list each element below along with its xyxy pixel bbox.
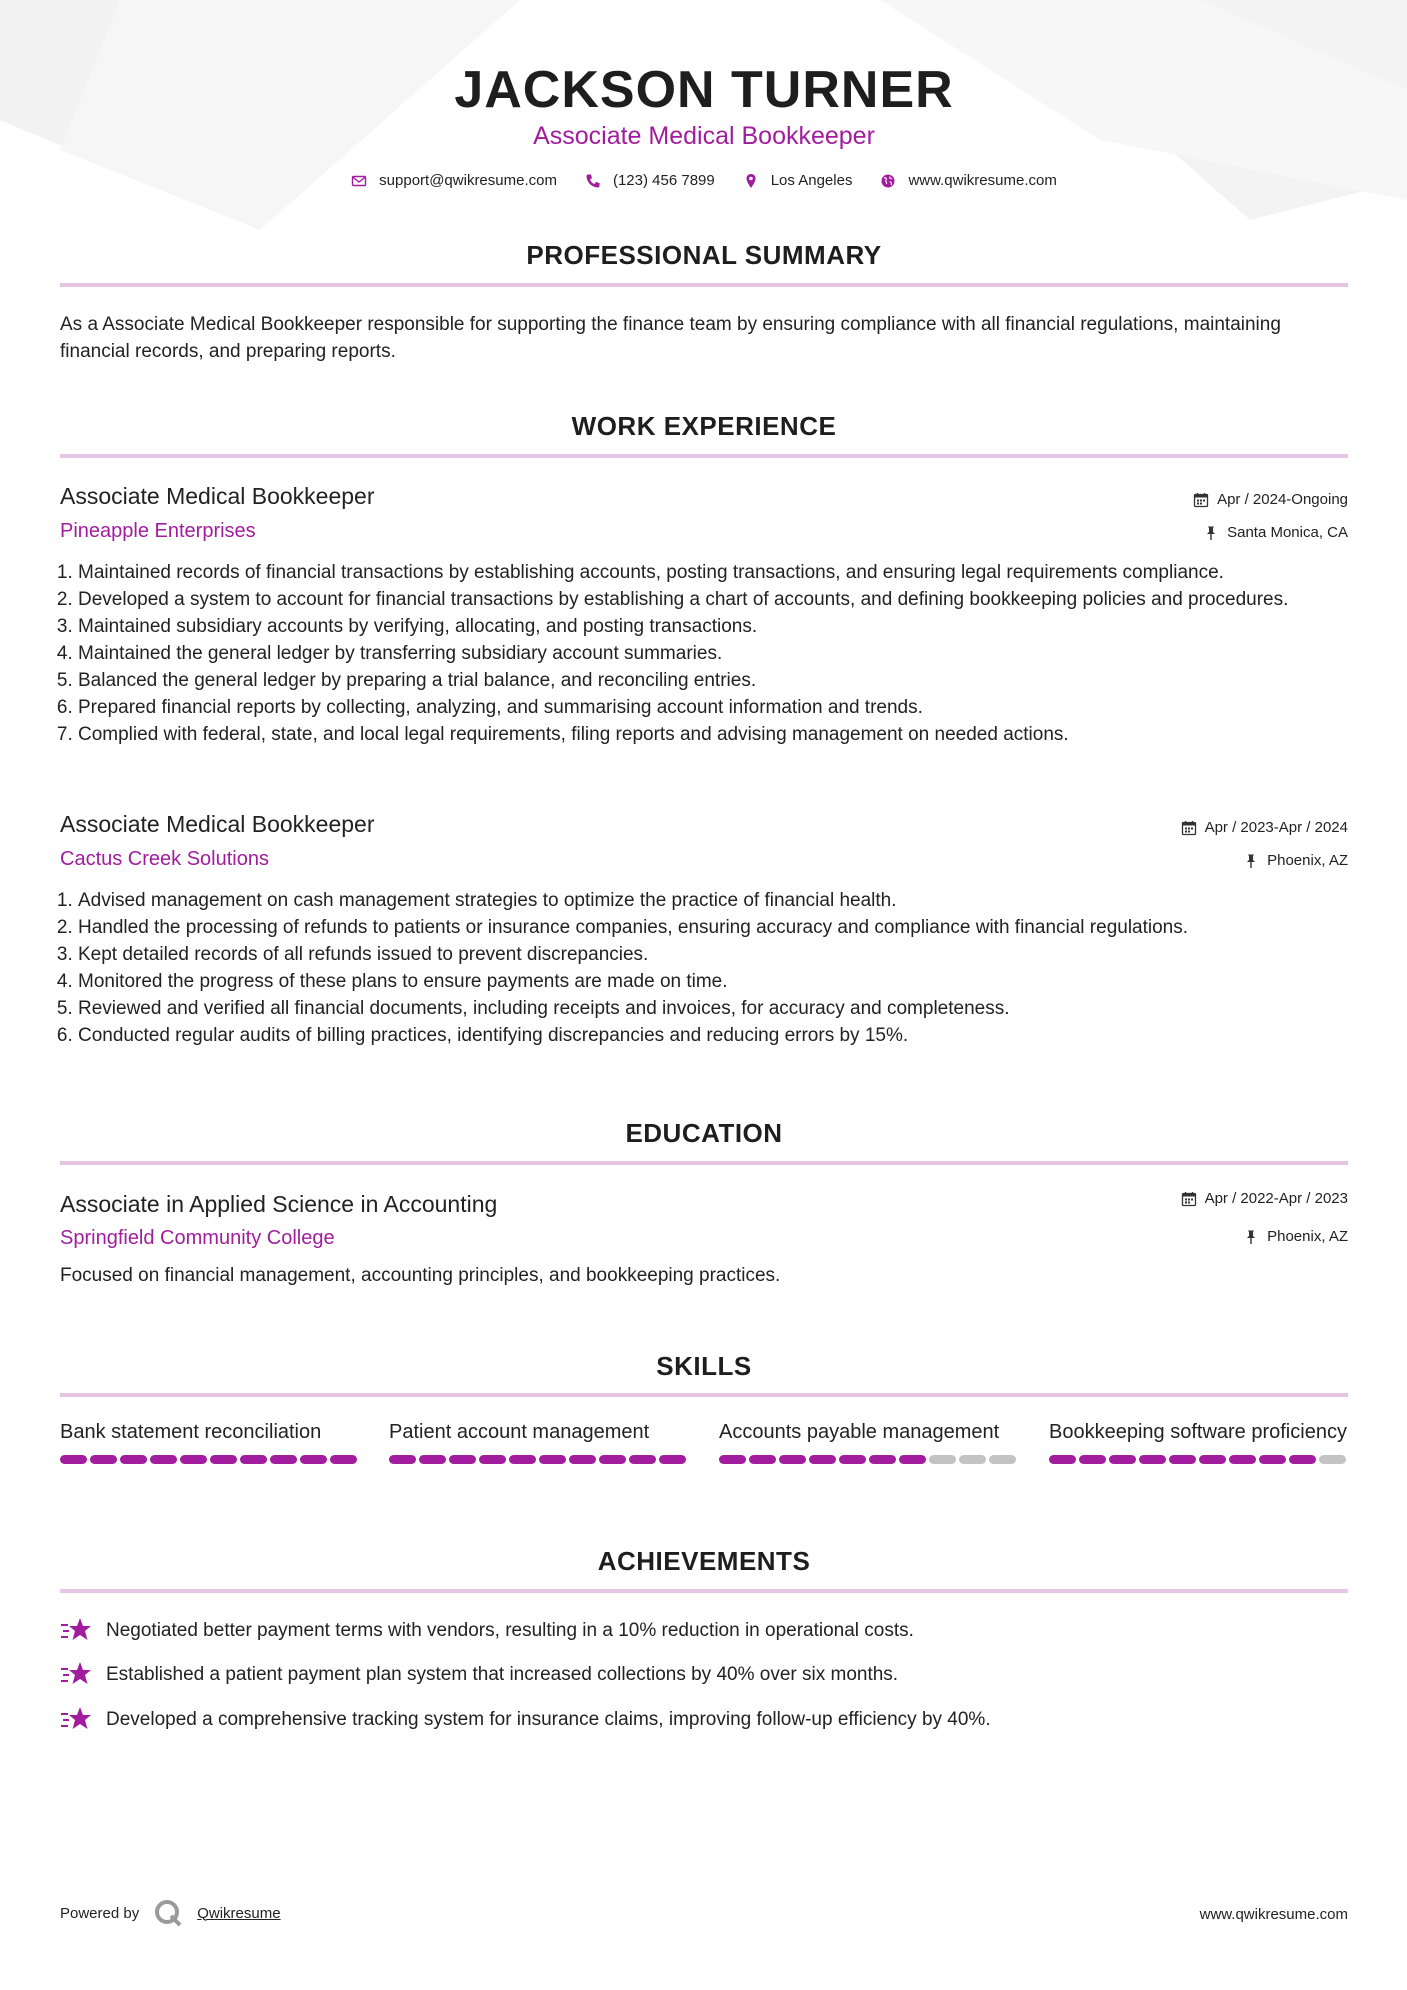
skill-level-dash	[120, 1455, 147, 1464]
education-degree: Associate in Applied Science in Accounting	[60, 1191, 498, 1217]
contact-location	[743, 172, 853, 189]
contact-email[interactable]	[351, 172, 557, 189]
skill-level-dash	[629, 1455, 656, 1464]
skill-level-dash	[749, 1455, 776, 1464]
envelope-icon	[351, 173, 367, 189]
skill-level-dash	[659, 1455, 686, 1464]
skill-level-dash	[1139, 1455, 1166, 1464]
job-1-dates-text: Apr / 2024-Ongoing	[1217, 491, 1348, 508]
skill-level-dash	[240, 1455, 267, 1464]
star-icon	[60, 1660, 92, 1688]
job-2-dates	[1181, 818, 1348, 838]
skill-level-meter	[60, 1455, 360, 1464]
summary-text: As a Associate Medical Bookkeeper responsible for supporting the finance team by ensuring compliance with all financial regulations, maintaining financial records, and preparing reports.	[60, 314, 1281, 362]
skill-level-meter	[389, 1455, 689, 1464]
education-dates-text: Apr / 2022-Apr / 2023	[1204, 1190, 1348, 1207]
job-1-duty: 7. Complied with federal, state, and local legal requirements, filing reports and advising management on needed actions.	[78, 721, 1348, 748]
achievement-item	[60, 1660, 898, 1688]
skill-level-dash	[989, 1455, 1016, 1464]
star-icon	[60, 1616, 92, 1644]
education-divider	[60, 1161, 1348, 1165]
job-2-company: Cactus Creek Solutions	[60, 848, 269, 870]
summary-heading: PROFESSIONAL SUMMARY	[526, 240, 882, 270]
skills-heading: SKILLS	[656, 1351, 752, 1381]
skill-level-dash	[300, 1455, 327, 1464]
job-2-location-text: Phoenix, AZ	[1267, 852, 1348, 869]
summary-divider	[60, 283, 1348, 287]
pushpin-icon	[1203, 525, 1219, 541]
skill-level-dash	[1319, 1455, 1346, 1464]
skill-level-dash	[1169, 1455, 1196, 1464]
skill-level-dash	[959, 1455, 986, 1464]
skill-level-dash	[539, 1455, 566, 1464]
footer-powered-by	[60, 1898, 281, 1928]
achievement-text: Negotiated better payment terms with vendors, resulting in a 10% reduction in operational costs.	[106, 1619, 914, 1641]
contact-bar	[60, 172, 1348, 189]
job-2-duty: 6. Conducted regular audits of billing practices, identifying discrepancies and reducing errors by 15%.	[78, 1022, 1348, 1049]
skill-level-dash	[929, 1455, 956, 1464]
achievements-divider	[60, 1589, 1348, 1593]
skill-level-dash	[869, 1455, 896, 1464]
job-2-duty: 3. Kept detailed records of all refunds issued to prevent discrepancies.	[78, 941, 1348, 968]
skill-level-dash	[1109, 1455, 1136, 1464]
job-1-title: Associate Medical Bookkeeper	[60, 483, 375, 509]
skill-level-dash	[1079, 1455, 1106, 1464]
skill-level-dash	[839, 1455, 866, 1464]
skill-level-dash	[1259, 1455, 1286, 1464]
job-2-duty: 5. Reviewed and verified all financial documents, including receipts and invoices, for accuracy and completeness.	[78, 995, 1348, 1022]
skill-level-dash	[150, 1455, 177, 1464]
skill-level-dash	[60, 1455, 87, 1464]
education-location-text: Phoenix, AZ	[1267, 1228, 1348, 1245]
candidate-name: JACKSON TURNER	[454, 61, 954, 119]
job-1-duty: 4. Maintained the general ledger by transferring subsidiary account summaries.	[78, 640, 1348, 667]
job-1-location-text: Santa Monica, CA	[1227, 524, 1348, 541]
job-2-duty: 1. Advised management on cash management strategies to optimize the practice of financial health.	[78, 887, 1348, 914]
achievement-item	[60, 1616, 914, 1644]
job-1-duty: 5. Balanced the general ledger by preparing a trial balance, and reconciling entries.	[78, 667, 1348, 694]
skill-level-meter	[719, 1455, 1019, 1464]
footer-website[interactable]: www.qwikresume.com	[1199, 1906, 1348, 1923]
contact-website-text: www.qwikresume.com	[908, 172, 1057, 189]
calendar-icon	[1193, 492, 1209, 508]
contact-phone[interactable]	[585, 172, 715, 189]
job-1-duty: 6. Prepared financial reports by collecting, analyzing, and summarising account information and trends.	[78, 694, 1348, 721]
pushpin-icon	[1243, 1229, 1259, 1245]
job-2-location	[1243, 851, 1348, 871]
pushpin-icon	[1243, 853, 1259, 869]
skill-level-dash	[779, 1455, 806, 1464]
job-1-company: Pineapple Enterprises	[60, 520, 256, 542]
phone-icon	[585, 173, 601, 189]
job-1-dates	[1193, 490, 1348, 510]
powered-by-label: Powered by	[60, 1904, 140, 1922]
qwikresume-logo-icon	[153, 1898, 183, 1928]
skill-level-dash	[509, 1455, 536, 1464]
education-dates	[1181, 1189, 1348, 1209]
contact-location-text: Los Angeles	[770, 172, 853, 189]
skill-level-meter	[1049, 1455, 1349, 1464]
calendar-icon	[1181, 820, 1197, 836]
skill-level-dash	[1199, 1455, 1226, 1464]
skill-level-dash	[449, 1455, 476, 1464]
achievement-item	[60, 1705, 991, 1733]
job-2-dates-text: Apr / 2023-Apr / 2024	[1204, 819, 1348, 836]
education-location	[1243, 1227, 1348, 1247]
skill-level-dash	[180, 1455, 207, 1464]
education-heading: EDUCATION	[625, 1118, 783, 1148]
skill-level-dash	[210, 1455, 237, 1464]
job-1-duty: 2. Developed a system to account for financial transactions by establishing a chart of accounts, and defining bookkeeping policies and procedures.	[78, 586, 1348, 613]
education-school: Springfield Community College	[60, 1227, 335, 1249]
calendar-icon	[1181, 1191, 1197, 1207]
star-icon	[60, 1705, 92, 1733]
skill-level-dash	[389, 1455, 416, 1464]
skill-level-dash	[1229, 1455, 1256, 1464]
job-2-duties	[60, 887, 1348, 1049]
skill-level-dash	[809, 1455, 836, 1464]
qwikresume-link[interactable]: Qwikresume	[197, 1904, 281, 1922]
experience-heading: WORK EXPERIENCE	[571, 411, 837, 441]
skill-item	[1049, 1419, 1349, 1464]
skill-level-dash	[330, 1455, 357, 1464]
skill-level-dash	[1049, 1455, 1076, 1464]
experience-divider	[60, 454, 1348, 458]
job-2-title: Associate Medical Bookkeeper	[60, 811, 375, 837]
skill-name: Accounts payable management	[719, 1421, 1000, 1443]
education-description: Focused on financial management, accounting principles, and bookkeeping practices.	[60, 1265, 781, 1286]
skill-name: Patient account management	[389, 1421, 650, 1443]
skill-level-dash	[599, 1455, 626, 1464]
skill-level-dash	[569, 1455, 596, 1464]
skills-divider	[60, 1393, 1348, 1397]
contact-website[interactable]	[880, 172, 1056, 189]
skill-item	[60, 1419, 360, 1464]
skill-level-dash	[90, 1455, 117, 1464]
map-pin-icon	[743, 173, 759, 189]
skill-item	[719, 1419, 1019, 1464]
achievement-text: Established a patient payment plan system that increased collections by 40% over six months.	[106, 1663, 899, 1685]
achievements-heading: ACHIEVEMENTS	[597, 1546, 811, 1576]
globe-icon	[880, 173, 896, 189]
skill-level-dash	[1289, 1455, 1316, 1464]
contact-email-text: support@qwikresume.com	[379, 172, 557, 189]
skill-level-dash	[719, 1455, 746, 1464]
job-2-duty: 2. Handled the processing of refunds to patients or insurance companies, ensuring accuracy and compliance with financial regulations.	[78, 914, 1348, 941]
skill-level-dash	[419, 1455, 446, 1464]
skill-level-dash	[479, 1455, 506, 1464]
job-1-location	[1203, 523, 1348, 543]
job-1-duty: 1. Maintained records of financial transactions by establishing accounts, posting transactions, and ensuring legal requirements compliance.	[78, 559, 1348, 586]
achievement-text: Developed a comprehensive tracking system for insurance claims, improving follow-up efficiency by 40%.	[106, 1708, 991, 1730]
skill-item	[389, 1419, 689, 1464]
job-2-duty: 4. Monitored the progress of these plans to ensure payments are made on time.	[78, 968, 1348, 995]
skill-level-dash	[270, 1455, 297, 1464]
skill-name: Bookkeeping software proficiency	[1049, 1421, 1347, 1443]
skill-name: Bank statement reconciliation	[60, 1421, 322, 1443]
skill-level-dash	[899, 1455, 926, 1464]
job-1-duty: 3. Maintained subsidiary accounts by verifying, allocating, and posting transactions.	[78, 613, 1348, 640]
job-1-duties	[60, 559, 1348, 748]
contact-phone-text: (123) 456 7899	[612, 172, 715, 189]
candidate-role: Associate Medical Bookkeeper	[533, 122, 875, 150]
